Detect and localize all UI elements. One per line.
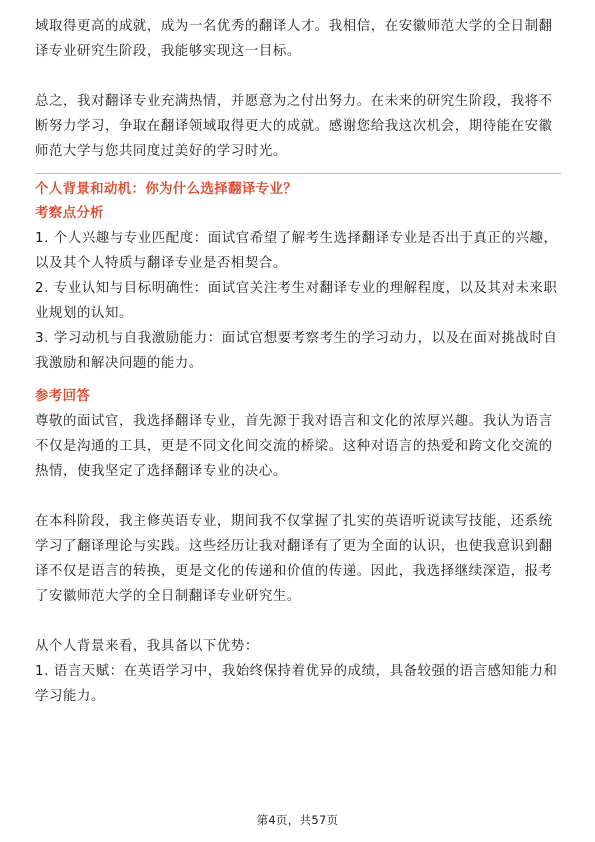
page-content (35, 14, 561, 709)
paragraph-spacer (35, 484, 561, 509)
question-title: 个人背景和动机：你为什么选择翻译专业？ (35, 182, 298, 197)
answer-paragraph: 1. 语言天赋：在英语学习中，我始终保持着优异的成绩，具备较强的语言感知能力和学习能力。 (35, 664, 558, 704)
paragraph-spacer (35, 64, 561, 89)
section-divider (35, 173, 561, 174)
answer-paragraph: 从个人背景来看，我具备以下优势： (35, 639, 259, 654)
page-number: 第4页，共57页 (256, 813, 339, 827)
analysis-heading: 考察点分析 (35, 206, 104, 221)
answer-heading: 参考回答 (35, 389, 91, 404)
analysis-point: 1. 个人兴趣与专业匹配度：面试官希望了解考生选择翻译专业是否出于真正的兴趣，以及其个人特质与翻译专业是否相契合。 (35, 231, 558, 271)
paragraph-spacer (35, 609, 561, 634)
answer-paragraph: 尊敬的面试官，我选择翻译专业，首先源于我对语言和文化的浓厚兴趣。我认为语言不仅是沟通的工具，更是不同文化间交流的桥梁。这种对语言的热爱和跨文化交流的热情，使我坚定了选择翻译专业的决心。 (35, 414, 553, 479)
section-spacer (35, 376, 561, 385)
answer-paragraph: 在本科阶段，我主修英语专业，期间我不仅掌握了扎实的英语听说读写技能，还系统学习了翻译理论与实践。这些经历让我对翻译有了更为全面的认识，也使我意识到翻译不仅是语言的转换，更是文化的传递和价值的传递。因此，我选择继续深造，报考了安徽师范大学的全日制翻译专业研究生。 (35, 514, 553, 604)
intro-paragraph: 域取得更高的成就，成为一名优秀的翻译人才。我相信，在安徽师范大学的全日制翻译专业研究生阶段，我能够实现这一目标。 (35, 19, 553, 59)
analysis-point: 3. 学习动机与自我激励能力：面试官想要考察考生的学习动力，以及在面对挑战时自我激励和解决问题的能力。 (35, 331, 558, 371)
analysis-point: 2. 专业认知与目标明确性：面试官关注考生对翻译专业的理解程度，以及其对未来职业规划的认知。 (35, 281, 558, 321)
section-spacer (35, 164, 561, 173)
intro-paragraph: 总之，我对翻译专业充满热情，并愿意为之付出努力。在未来的研究生阶段，我将不断努力学习，争取在翻译领域取得更大的成就。感谢您给我这次机会，期待能在安徽师范大学与您共同度过美好的学习时光。 (35, 94, 553, 159)
